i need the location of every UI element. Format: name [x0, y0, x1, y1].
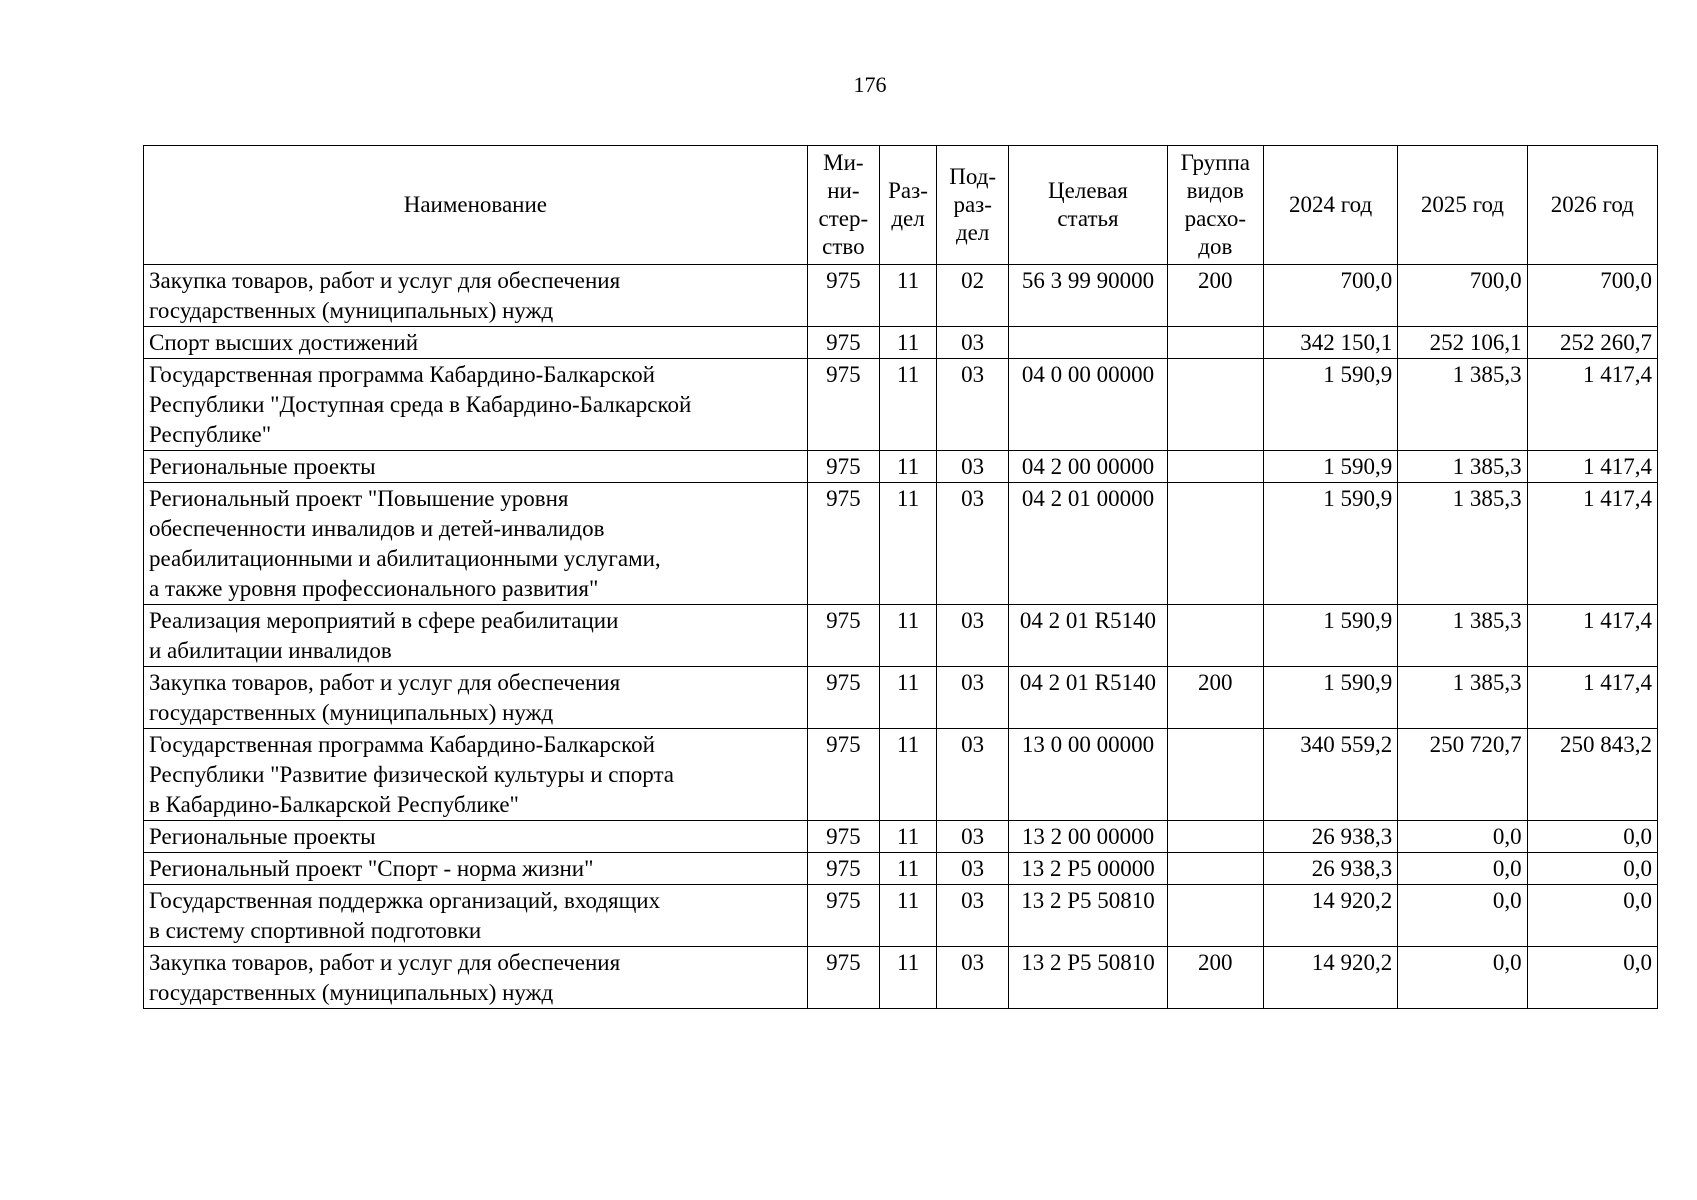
cell-year-2026: 1 417,4 — [1527, 359, 1657, 451]
cell-name: Реализация мероприятий в сфере реабилитации и абилитации инвалидов — [144, 605, 808, 667]
cell-year-2025: 1 385,3 — [1398, 359, 1527, 451]
cell-target-article: 04 2 01 00000 — [1009, 483, 1167, 605]
cell-year-2025: 0,0 — [1398, 885, 1527, 947]
cell-year-2026: 1 417,4 — [1527, 605, 1657, 667]
header-year-2024: 2024 год — [1263, 146, 1397, 265]
table-row — [144, 359, 1658, 451]
cell-year-2026: 1 417,4 — [1527, 483, 1657, 605]
cell-year-2026: 0,0 — [1527, 885, 1657, 947]
cell-ministry: 975 — [807, 729, 879, 821]
cell-year-2026: 1 417,4 — [1527, 667, 1657, 729]
cell-expense-group — [1167, 729, 1263, 821]
budget-table — [143, 145, 1658, 1009]
cell-year-2025: 0,0 — [1398, 853, 1527, 885]
cell-name: Региональный проект "Повышение уровня обеспеченности инвалидов и детей-инвалидов реабилитационными и абилитационными услугами, а также уровня профессионального развития" — [144, 483, 808, 605]
cell-ministry: 975 — [807, 483, 879, 605]
cell-year-2025: 250 720,7 — [1398, 729, 1527, 821]
header-subsection: Под- раз- дел — [937, 146, 1009, 265]
table-row — [144, 947, 1658, 1009]
cell-ministry: 975 — [807, 853, 879, 885]
table-row — [144, 821, 1658, 853]
cell-year-2024: 1 590,9 — [1263, 667, 1397, 729]
cell-subsection: 03 — [937, 667, 1009, 729]
cell-year-2026: 0,0 — [1527, 821, 1657, 853]
cell-year-2024: 700,0 — [1263, 265, 1397, 327]
header-target-article: Целевая статья — [1009, 146, 1167, 265]
cell-year-2024: 14 920,2 — [1263, 885, 1397, 947]
cell-year-2024: 14 920,2 — [1263, 947, 1397, 1009]
cell-section: 11 — [879, 359, 936, 451]
cell-subsection: 03 — [937, 821, 1009, 853]
cell-year-2025: 700,0 — [1398, 265, 1527, 327]
cell-ministry: 975 — [807, 265, 879, 327]
cell-subsection: 03 — [937, 451, 1009, 483]
cell-section: 11 — [879, 853, 936, 885]
cell-ministry: 975 — [807, 667, 879, 729]
cell-target-article: 04 0 00 00000 — [1009, 359, 1167, 451]
cell-expense-group — [1167, 885, 1263, 947]
cell-year-2024: 26 938,3 — [1263, 821, 1397, 853]
cell-name: Региональный проект "Спорт - норма жизни" — [144, 853, 808, 885]
cell-ministry: 975 — [807, 359, 879, 451]
header-row — [144, 146, 1658, 265]
cell-target-article: 56 3 99 90000 — [1009, 265, 1167, 327]
cell-name: Государственная программа Кабардино-Балкарской Республики "Доступная среда в Кабардино-Балкарской Республике" — [144, 359, 808, 451]
cell-ministry: 975 — [807, 885, 879, 947]
cell-subsection: 03 — [937, 483, 1009, 605]
header-section: Раз- дел — [879, 146, 936, 265]
header-year-2025: 2025 год — [1398, 146, 1527, 265]
cell-ministry: 975 — [807, 605, 879, 667]
cell-expense-group — [1167, 853, 1263, 885]
table-row — [144, 885, 1658, 947]
cell-year-2025: 0,0 — [1398, 821, 1527, 853]
header-name: Наименование — [144, 146, 808, 265]
cell-subsection: 03 — [937, 853, 1009, 885]
cell-subsection: 03 — [937, 885, 1009, 947]
cell-section: 11 — [879, 885, 936, 947]
cell-year-2026: 0,0 — [1527, 947, 1657, 1009]
cell-year-2026: 250 843,2 — [1527, 729, 1657, 821]
cell-year-2025: 252 106,1 — [1398, 327, 1527, 359]
cell-target-article: 04 2 01 R5140 — [1009, 667, 1167, 729]
cell-section: 11 — [879, 451, 936, 483]
table-header — [144, 146, 1658, 265]
cell-name: Региональные проекты — [144, 821, 808, 853]
cell-year-2024: 340 559,2 — [1263, 729, 1397, 821]
table-row — [144, 327, 1658, 359]
cell-section: 11 — [879, 667, 936, 729]
cell-section: 11 — [879, 947, 936, 1009]
cell-section: 11 — [879, 327, 936, 359]
table-row — [144, 605, 1658, 667]
header-expense-group: Группа видов расхо- дов — [1167, 146, 1263, 265]
cell-target-article: 13 2 00 00000 — [1009, 821, 1167, 853]
cell-year-2025: 1 385,3 — [1398, 483, 1527, 605]
table-row — [144, 853, 1658, 885]
cell-year-2024: 26 938,3 — [1263, 853, 1397, 885]
cell-section: 11 — [879, 265, 936, 327]
cell-target-article: 13 2 P5 00000 — [1009, 853, 1167, 885]
table-row — [144, 729, 1658, 821]
cell-year-2024: 1 590,9 — [1263, 483, 1397, 605]
cell-name: Закупка товаров, работ и услуг для обеспечения государственных (муниципальных) нужд — [144, 947, 808, 1009]
cell-expense-group — [1167, 359, 1263, 451]
cell-name: Государственная поддержка организаций, входящих в систему спортивной подготовки — [144, 885, 808, 947]
cell-expense-group: 200 — [1167, 667, 1263, 729]
cell-section: 11 — [879, 483, 936, 605]
cell-name: Спорт высших достижений — [144, 327, 808, 359]
table-row — [144, 483, 1658, 605]
cell-expense-group — [1167, 451, 1263, 483]
cell-target-article: 04 2 01 R5140 — [1009, 605, 1167, 667]
cell-subsection: 03 — [937, 729, 1009, 821]
cell-target-article: 13 0 00 00000 — [1009, 729, 1167, 821]
cell-section: 11 — [879, 821, 936, 853]
cell-target-article — [1009, 327, 1167, 359]
cell-year-2024: 1 590,9 — [1263, 451, 1397, 483]
cell-subsection: 03 — [937, 605, 1009, 667]
table-body — [144, 265, 1658, 1009]
cell-subsection: 03 — [937, 327, 1009, 359]
cell-expense-group — [1167, 327, 1263, 359]
cell-year-2024: 342 150,1 — [1263, 327, 1397, 359]
cell-subsection: 03 — [937, 359, 1009, 451]
cell-section: 11 — [879, 605, 936, 667]
cell-ministry: 975 — [807, 327, 879, 359]
cell-year-2024: 1 590,9 — [1263, 359, 1397, 451]
cell-ministry: 975 — [807, 821, 879, 853]
cell-expense-group: 200 — [1167, 947, 1263, 1009]
cell-year-2026: 252 260,7 — [1527, 327, 1657, 359]
header-ministry: Ми- ни- стер- ство — [807, 146, 879, 265]
table-row — [144, 265, 1658, 327]
cell-year-2026: 700,0 — [1527, 265, 1657, 327]
cell-target-article: 04 2 00 00000 — [1009, 451, 1167, 483]
cell-expense-group — [1167, 483, 1263, 605]
cell-year-2025: 1 385,3 — [1398, 667, 1527, 729]
cell-expense-group: 200 — [1167, 265, 1263, 327]
cell-year-2026: 0,0 — [1527, 853, 1657, 885]
cell-subsection: 03 — [937, 947, 1009, 1009]
cell-expense-group — [1167, 821, 1263, 853]
cell-subsection: 02 — [937, 265, 1009, 327]
cell-name: Закупка товаров, работ и услуг для обеспечения государственных (муниципальных) нужд — [144, 667, 808, 729]
cell-year-2024: 1 590,9 — [1263, 605, 1397, 667]
cell-year-2025: 1 385,3 — [1398, 605, 1527, 667]
cell-name: Государственная программа Кабардино-Балкарской Республики "Развитие физической культуры и спорта в Кабардино-Балкарской Республике" — [144, 729, 808, 821]
cell-name: Закупка товаров, работ и услуг для обеспечения государственных (муниципальных) нужд — [144, 265, 808, 327]
cell-section: 11 — [879, 729, 936, 821]
table-row — [144, 451, 1658, 483]
cell-year-2026: 1 417,4 — [1527, 451, 1657, 483]
cell-year-2025: 1 385,3 — [1398, 451, 1527, 483]
cell-year-2025: 0,0 — [1398, 947, 1527, 1009]
cell-ministry: 975 — [807, 451, 879, 483]
cell-target-article: 13 2 P5 50810 — [1009, 885, 1167, 947]
page-number: 176 — [853, 72, 887, 97]
cell-ministry: 975 — [807, 947, 879, 1009]
cell-expense-group — [1167, 605, 1263, 667]
header-year-2026: 2026 год — [1527, 146, 1657, 265]
cell-name: Региональные проекты — [144, 451, 808, 483]
cell-target-article: 13 2 P5 50810 — [1009, 947, 1167, 1009]
table-row — [144, 667, 1658, 729]
